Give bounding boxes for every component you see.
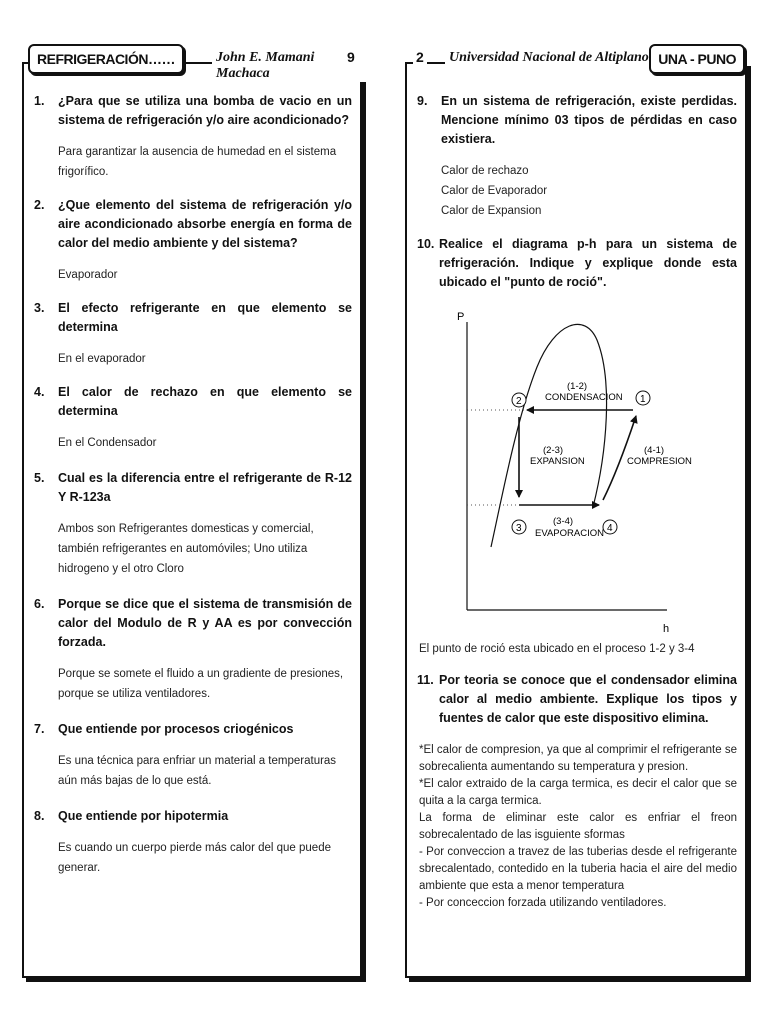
answer-1: Para garantizar la ausencia de humedad en el sistema frigorífico. [58,146,337,178]
question-text: En un sistema de refrigeración, existe perdidas. Mencione mínimo 03 tipos de pérdidas en caso existiera. [441,94,737,146]
question-number: 8. [34,809,45,823]
answer-11-para-2: *El calor extraido de la carga termica, es decir el calor que se quita a la carga termica. [419,778,737,807]
question-number: 2. [34,198,45,212]
question-10 [417,235,737,292]
question-number: 3. [34,301,45,315]
author-name: John E. Mamani Machaca [212,50,366,82]
question-1 [34,92,352,130]
question-2 [34,196,352,253]
question-text: Que entiende por hipotermia [58,809,229,823]
saturation-dome [491,324,607,547]
page-number: 9 [344,49,358,65]
question-text: ¿Que elemento del sistema de refrigeración y/o aire acondicionado absorbe energía en forma de calor del medio ambiente y del sistema? [58,198,352,250]
answer-6: Porque se somete el fluido a un gradiente de presiones, porque se utiliza ventiladores. [58,668,344,700]
answer-3: En el evaporador [58,353,146,365]
answer-11-para-3: La forma de eliminar este calor es enfriar el freon sobrecalentado de las isguiente sformas [419,812,737,841]
condensation-number: (1-2) [567,381,588,392]
right-header [405,40,751,80]
answer-10: El punto de roció esta ubicado en el proceso 1-2 y 3-4 [419,643,695,655]
question-text: Porque se dice que el sistema de transmisión de calor del Modulo de R y AA es por convección forzada. [58,597,352,649]
answer-2: Evaporador [58,269,118,281]
evaporation-label: EVAPORACION [535,528,604,539]
question-number: 1. [34,94,45,108]
answer-9-line-3: Calor de Expansion [441,205,542,217]
answer-7: Es una técnica para enfriar un material a temperaturas aún más bajas de lo que está. [58,755,337,787]
question-text: ¿Para que se utiliza una bomba de vacio en un sistema de refrigeración y/o aire acondicionado? [58,94,352,127]
h-axis-label: h [663,623,670,635]
question-text: El calor de rechazo en que elemento se determina [58,385,352,418]
state-point-1-label: 1 [640,394,646,405]
course-tag: REFRIGERACIÓN…… [28,44,184,74]
question-text: El efecto refrigerante en que elemento se determina [58,301,352,334]
question-text: Realice el diagrama p-h para un sistema de refrigeración. Indique y explique donde esta ubicado el "punto de roció". [439,237,737,289]
question-number: 6. [34,597,45,611]
answer-4: En el Condensador [58,437,157,449]
question-number: 9. [417,94,428,108]
university-tag: UNA - PUNO [649,44,745,74]
answer-11-para-1: *El calor de compresion, ya que al comprimir el refrigerante se sobrecalienta aumentando su temperatura y presion. [419,744,737,773]
compression-label: COMPRESION [627,456,692,467]
question-number: 4. [34,385,45,399]
evaporation-number: (3-4) [553,516,574,527]
question-text: Por teoria se conoce que el condensador elimina calor al medio ambiente. Explique los tipos y fuentes de calor que este dispositivo elimina. [439,673,737,725]
state-point-4-label: 4 [607,523,613,534]
question-text: Cual es la diferencia entre el refrigerante de R-12 Y R-123a [58,471,352,504]
ph-diagram [437,302,737,642]
answer-9-line-2: Calor de Evaporador [441,185,548,197]
answer-11-para-5: - Por conceccion forzada utilizando ventiladores. [419,897,667,909]
condensation-label: CONDENSACION [545,392,623,403]
question-number: 5. [34,471,45,485]
state-point-3-label: 3 [516,523,522,534]
question-number: 7. [34,722,45,736]
question-text: Que entiende por procesos criogénicos [58,722,294,736]
question-4 [34,383,352,421]
question-5 [34,469,352,507]
question-number: 11. [417,673,434,687]
left-content [34,92,352,878]
university-name: Universidad Nacional de Altiplano [445,50,653,66]
expansion-number: (2-3) [543,445,564,456]
question-3 [34,299,352,337]
answer-11-para-4: - Por conveccion a travez de las tuberias desde el refrigerante sbrecalentado, contedido en la tuberia hacia el aire del medio ambiente que esta a menor temperatura [419,846,737,892]
p-axis-label: P [457,311,465,323]
question-9 [417,92,737,149]
compression-number: (4-1) [644,445,665,456]
question-11 [417,671,737,728]
page-number: 2 [413,49,427,65]
question-7 [34,720,352,739]
right-page [405,62,747,978]
question-6 [34,595,352,652]
left-page [22,62,362,978]
answer-5: Ambos son Refrigerantes domesticas y comercial, también refrigerantes en automóviles; Uno utiliza hidrogeno y el otro Cloro [58,523,314,575]
answer-8: Es cuando un cuerpo pierde más calor del que puede generar. [58,842,331,874]
answer-9-line-1: Calor de rechazo [441,165,529,177]
question-8 [34,807,352,826]
expansion-label: EXPANSION [530,456,585,467]
question-number: 10. [417,237,435,251]
state-point-2-label: 2 [516,396,522,407]
left-header [22,40,366,80]
right-content [417,92,737,912]
